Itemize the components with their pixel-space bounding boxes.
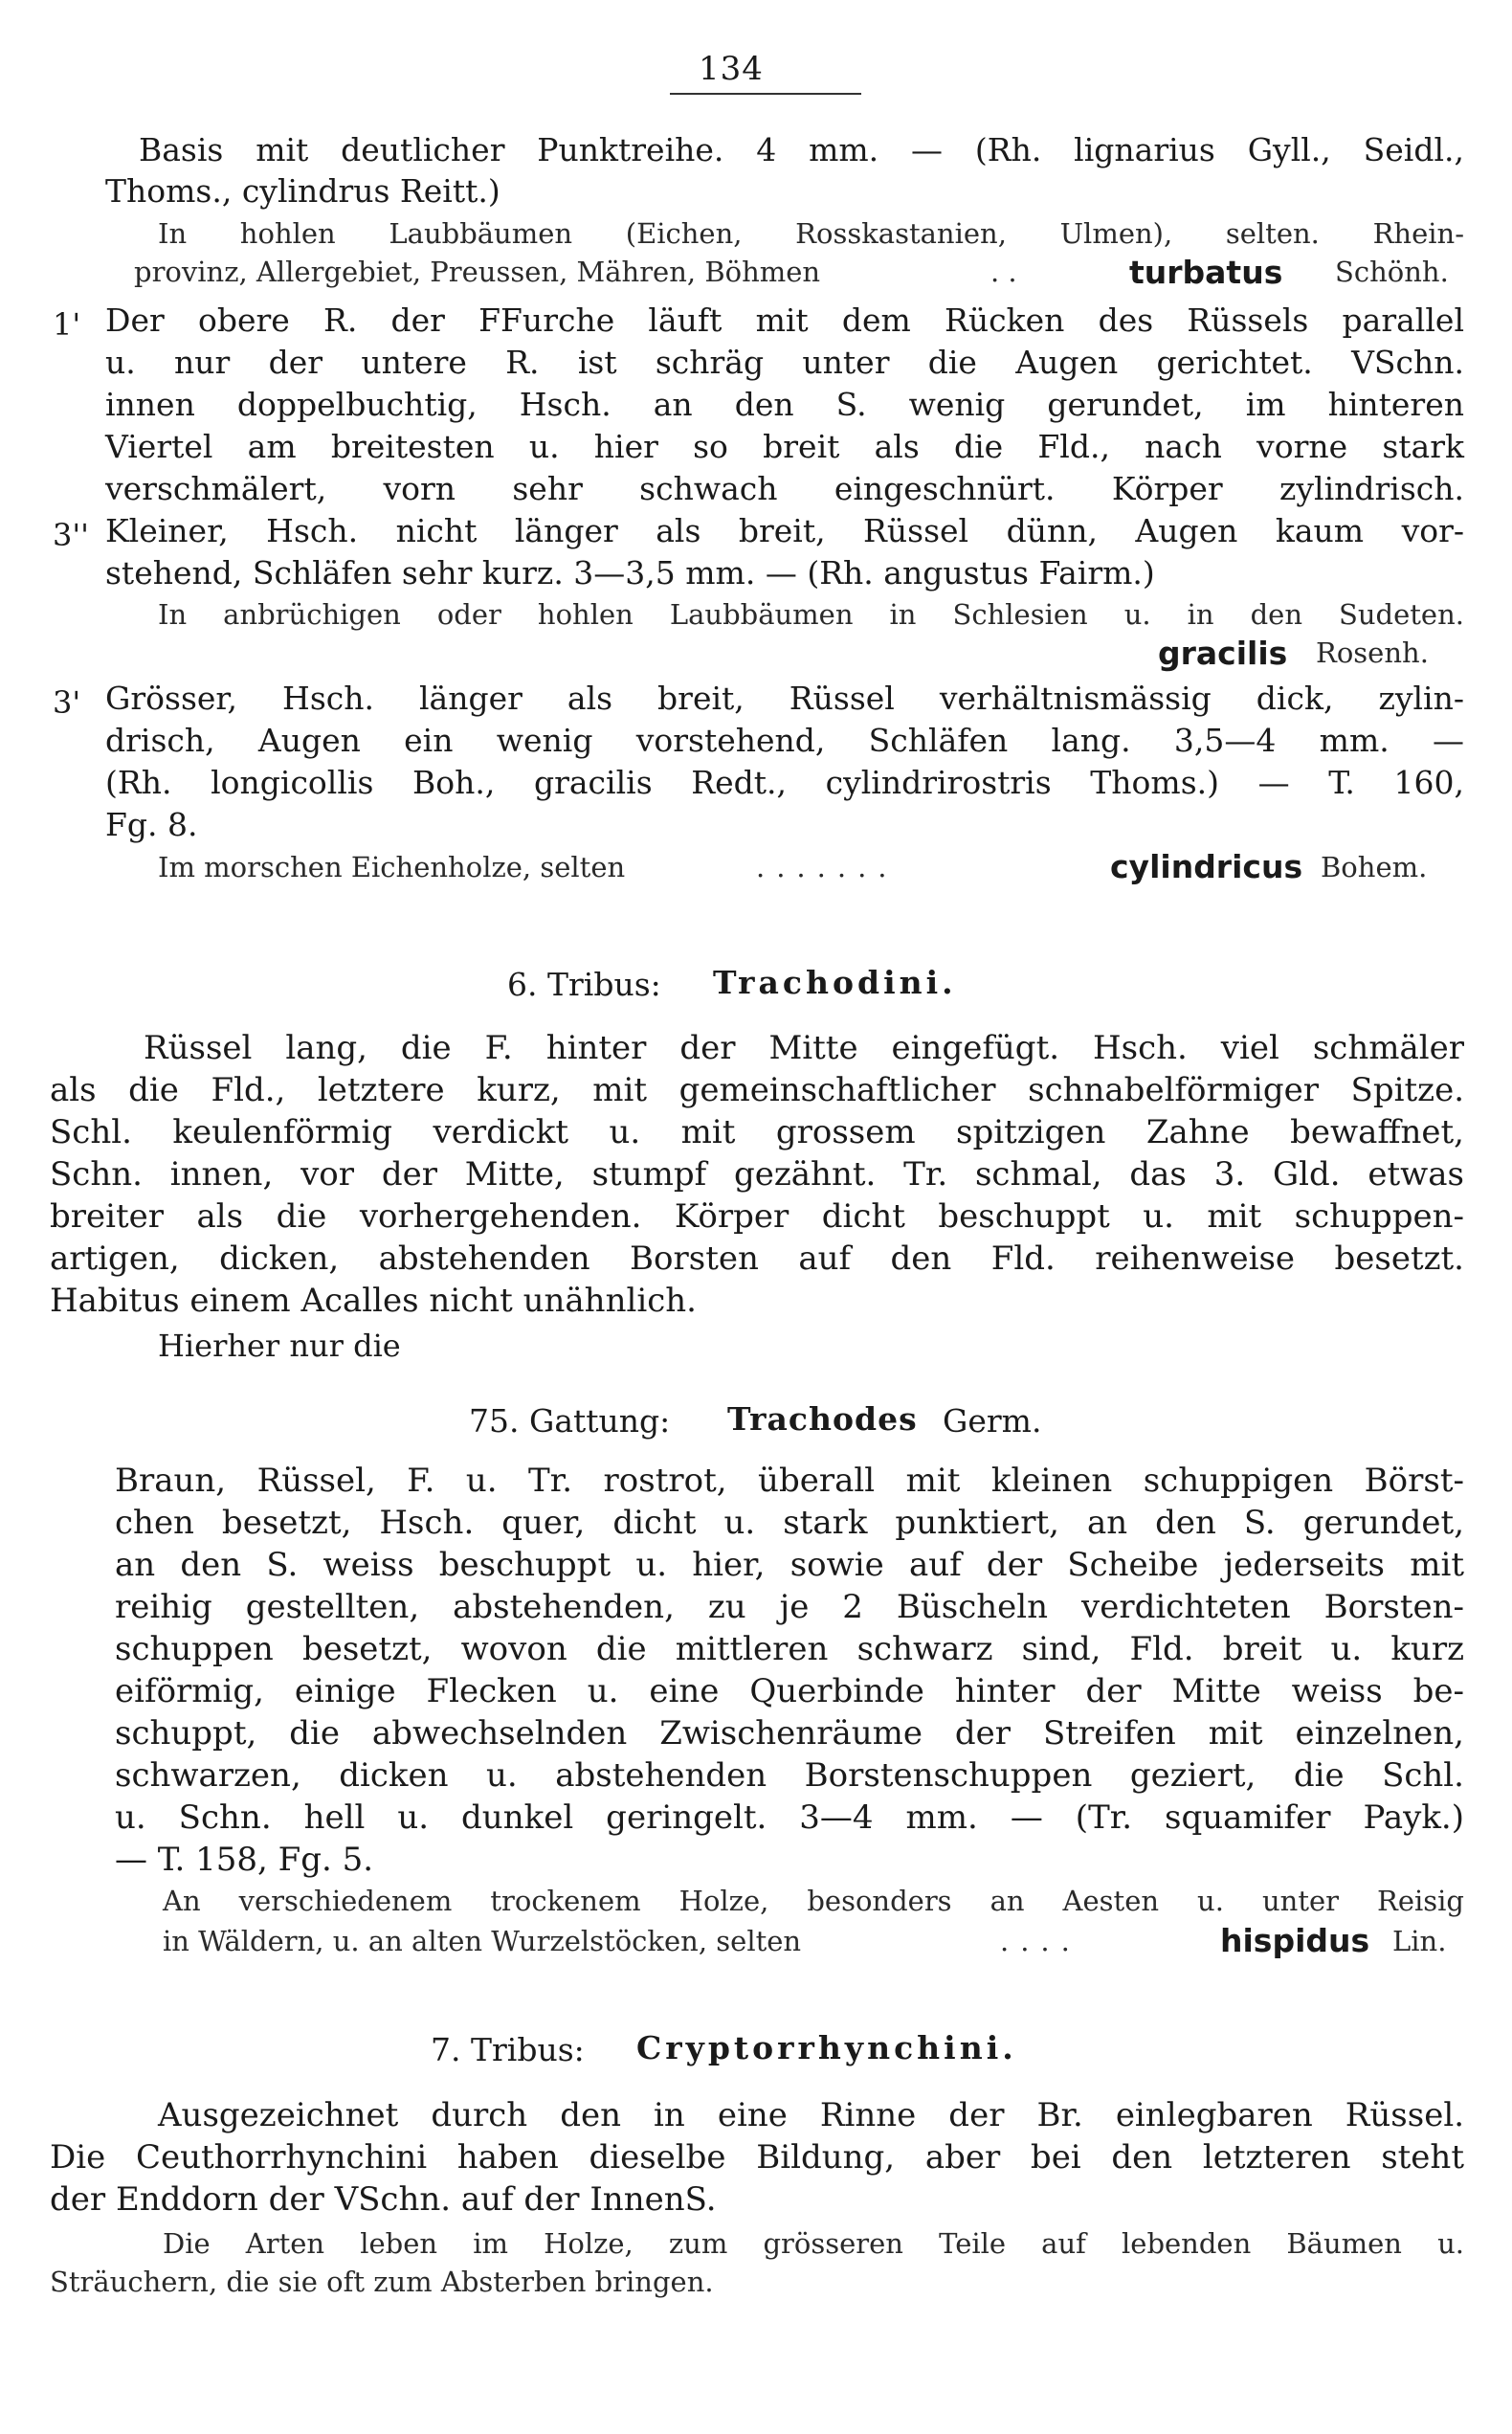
text-line: eiförmig, einige Flecken u. eine Querbinde hinter der Mitte weiss be- bbox=[115, 1672, 1464, 1710]
text-line: (Rh. longicollis Boh., gracilis Redt., cylindrirostris Thoms.) — T. 160, bbox=[105, 764, 1464, 801]
text-line: breiter als die vorhergehenden. Körper dicht beschuppt u. mit schuppen- bbox=[50, 1197, 1464, 1236]
species-author: Rosenh. bbox=[1316, 636, 1429, 669]
leader-dots: ....... bbox=[756, 851, 899, 883]
genus-heading-name: Trachodes bbox=[727, 1400, 918, 1438]
text-line: stehend, Schläfen sehr kurz. 3—3,5 mm. — (Rh. angustus Fairm.) bbox=[105, 554, 1155, 592]
text-line: In anbrüchigen oder hohlen Laubbäumen in Schlesien u. in den Sudeten. bbox=[158, 598, 1464, 631]
text-line: provinz, Allergebiet, Preussen, Mähren, Böhmen bbox=[134, 256, 821, 288]
text-line: Braun, Rüssel, F. u. Tr. rostrot, überall mit kleinen schuppigen Börst- bbox=[115, 1462, 1464, 1500]
text-line: drisch, Augen ein wenig vorstehend, Schläfen lang. 3,5—4 mm. — bbox=[105, 722, 1464, 759]
text-line: Thoms., cylindrus Reitt.) bbox=[105, 172, 500, 210]
species-name: turbatus bbox=[1129, 254, 1283, 291]
key-marker: 3'' bbox=[53, 517, 89, 553]
species-author: Lin. bbox=[1392, 1925, 1447, 1957]
text-line: als die Fld., letztere kurz, mit gemeinschaftlicher schnabelförmiger Spitze. bbox=[50, 1071, 1464, 1109]
key-marker: 3' bbox=[53, 684, 81, 721]
page-number: 134 bbox=[699, 50, 764, 88]
text-line: Schn. innen, vor der Mitte, stumpf gezähnt. Tr. schmal, das 3. Gld. etwas bbox=[50, 1155, 1464, 1194]
text-line: — T. 158, Fg. 5. bbox=[115, 1841, 374, 1879]
text-line: Die Arten leben im Holze, zum grösseren Teile auf lebenden Bäumen u. bbox=[163, 2227, 1464, 2260]
tribe-heading-name: Trachodini. bbox=[713, 964, 957, 1001]
text-line: an den S. weiss beschuppt u. hier, sowie auf der Scheibe jederseits mit bbox=[115, 1546, 1464, 1584]
text-line: Basis mit deutlicher Punktreihe. 4 mm. — (Rh. lignarius Gyll., Seidl., bbox=[139, 131, 1464, 168]
text-line: u. nur der untere R. ist schräg unter die Augen gerichtet. VSchn. bbox=[105, 344, 1464, 381]
leader-dots: . . bbox=[990, 256, 1017, 288]
text-line: Rüssel lang, die F. hinter der Mitte eingefügt. Hsch. viel schmäler bbox=[144, 1029, 1464, 1067]
text-line: der Enddorn der VSchn. auf der InnenS. bbox=[50, 2180, 717, 2219]
text-line: Viertel am breitesten u. hier so breit als die Fld., nach vorne stark bbox=[105, 428, 1464, 465]
text-line: Sträuchern, die sie oft zum Absterben bringen. bbox=[50, 2266, 714, 2298]
text-line: Grösser, Hsch. länger als breit, Rüssel verhältnismässig dick, zylin- bbox=[105, 680, 1464, 717]
text-line: Fg. 8. bbox=[105, 806, 198, 843]
text-line: Der obere R. der FFurche läuft mit dem Rücken des Rüssels parallel bbox=[105, 301, 1464, 339]
genus-heading-author: Germ. bbox=[943, 1402, 1042, 1440]
text-line: artigen, dicken, abstehenden Borsten auf den Fld. reihenweise besetzt. bbox=[50, 1239, 1464, 1278]
text-line: An verschiedenem trockenem Holze, besonders an Aesten u. unter Reisig bbox=[163, 1885, 1464, 1917]
text-line: schuppt, die abwechselnden Zwischenräume der Streifen mit einzelnen, bbox=[115, 1714, 1464, 1753]
tribe-heading-label: 7. Tribus: bbox=[431, 2031, 585, 2068]
text-line: Die Ceuthorrhynchini haben dieselbe Bildung, aber bei den letzteren steht bbox=[50, 2138, 1464, 2177]
tribe-heading-label: 6. Tribus: bbox=[507, 966, 661, 1003]
text-line: u. Schn. hell u. dunkel geringelt. 3—4 mm. — (Tr. squamifer Payk.) bbox=[115, 1798, 1464, 1837]
text-line: schuppen besetzt, wovon die mittleren schwarz sind, Fld. breit u. kurz bbox=[115, 1630, 1464, 1668]
text-line: innen doppelbuchtig, Hsch. an den S. wenig gerundet, im hinteren bbox=[105, 386, 1464, 423]
text-line: In hohlen Laubbäumen (Eichen, Rosskastanien, Ulmen), selten. Rhein- bbox=[158, 217, 1464, 250]
text-line: Habitus einem Acalles nicht unähnlich. bbox=[50, 1282, 697, 1320]
page-number-rule bbox=[670, 93, 861, 95]
text-line: chen besetzt, Hsch. quer, dicht u. stark punktiert, an den S. gerundet, bbox=[115, 1504, 1464, 1542]
tribe-heading-name: Cryptorrhynchini. bbox=[636, 2029, 1017, 2066]
text-line: reihig gestellten, abstehenden, zu je 2 Büscheln verdichteten Borsten- bbox=[115, 1588, 1464, 1626]
species-author: Schönh. bbox=[1335, 256, 1449, 288]
text-line: schwarzen, dicken u. abstehenden Borstenschuppen geziert, die Schl. bbox=[115, 1756, 1464, 1795]
text-line: Kleiner, Hsch. nicht länger als breit, Rüssel dünn, Augen kaum vor- bbox=[105, 512, 1464, 549]
genus-heading-label: 75. Gattung: bbox=[469, 1402, 671, 1440]
species-name: cylindricus bbox=[1110, 848, 1303, 885]
species-author: Bohem. bbox=[1321, 851, 1428, 883]
leader-dots: .... bbox=[1000, 1925, 1081, 1957]
text-line: in Wäldern, u. an alten Wurzelstöcken, selten bbox=[163, 1925, 802, 1957]
text-line: Schl. keulenförmig verdickt u. mit grossem spitzigen Zahne bewaffnet, bbox=[50, 1113, 1464, 1151]
species-name: gracilis bbox=[1158, 635, 1288, 672]
text-line: Hierher nur die bbox=[158, 1328, 401, 1364]
key-marker: 1' bbox=[53, 306, 81, 343]
text-line: Im morschen Eichenholze, selten bbox=[158, 851, 626, 883]
text-line: verschmälert, vorn sehr schwach eingeschnürt. Körper zylindrisch. bbox=[105, 470, 1464, 507]
text-line: Ausgezeichnet durch den in eine Rinne der Br. einlegbaren Rüssel. bbox=[158, 2096, 1464, 2134]
species-name: hispidus bbox=[1220, 1922, 1370, 1959]
